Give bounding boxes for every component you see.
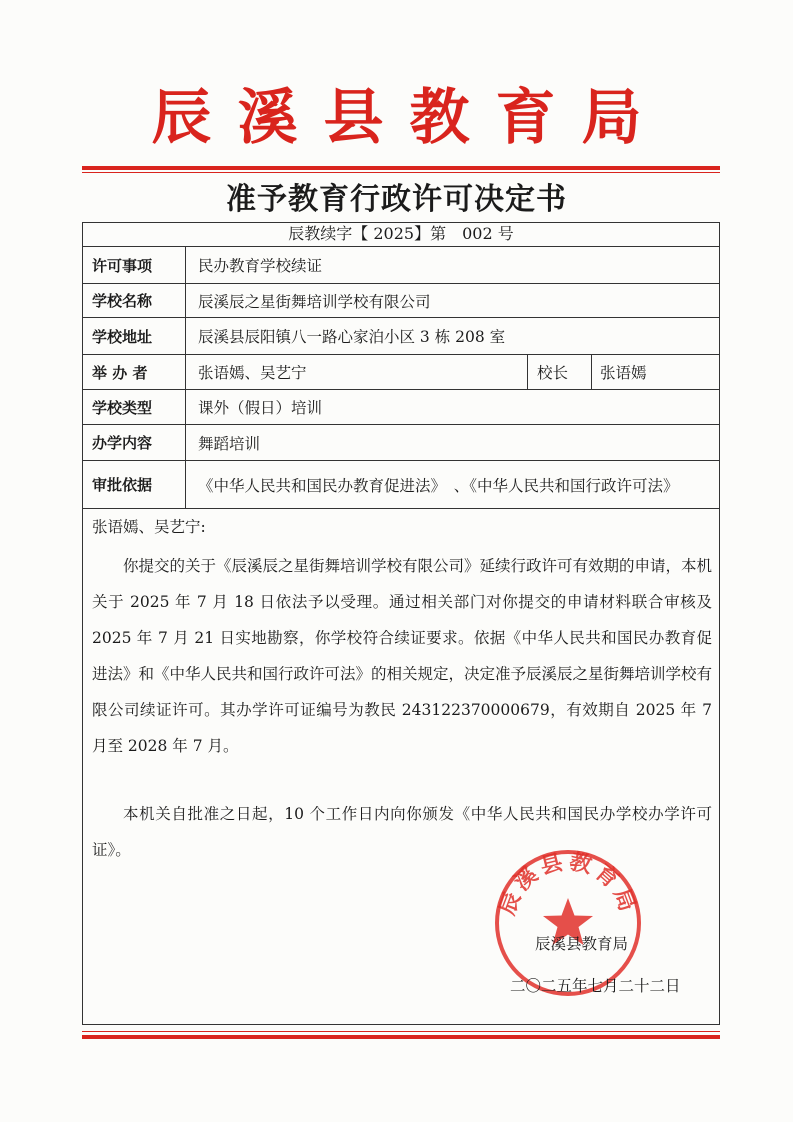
row-label: 办学内容	[82, 425, 186, 460]
row-value: 民办教育学校续证	[198, 257, 323, 275]
table-row	[82, 424, 720, 460]
table-row	[82, 354, 720, 389]
row-value: 舞蹈培训	[198, 434, 261, 453]
table-row	[82, 460, 720, 509]
principal-value: 张语嫣	[600, 364, 647, 382]
license-paragraph: 本机关自批准之日起，10 个工作日内向你颁发《中华人民共和国民办学校办学许可证》。	[92, 805, 712, 859]
issuer-header: 辰溪县教育局	[151, 83, 668, 153]
table-row	[82, 317, 720, 354]
row-label: 学校名称	[82, 284, 186, 317]
row-label: 审批依据	[82, 461, 186, 508]
issue-date: 二〇二五年七月二十二日	[510, 977, 681, 995]
row-label: 许可事项	[82, 247, 186, 283]
table-row	[82, 389, 720, 424]
table-row	[82, 246, 720, 283]
row-label: 学校地址	[82, 318, 186, 354]
footer-rule-thick	[82, 1035, 720, 1039]
row-value: 《中华人民共和国民办教育促进法》 、《中华人民共和国行政许可法》	[198, 476, 679, 495]
row-value: 张语嫣、吴艺宁	[198, 364, 307, 382]
header-rule-thick	[82, 166, 720, 170]
cell-divider	[527, 355, 528, 389]
svg-text:辰溪县教育局: 辰溪县教育局	[494, 848, 642, 919]
decision-paragraph: 你提交的关于《辰溪辰之星街舞培训学校有限公司》延续行政许可有效期的申请，本机关于 2025 年 7 月 18 日依法予以受理。通过相关部门对你提交的申请材料联合审核及 2025 年 7 月 21 日实地勘察，你学校符合续证要求。依据《中华人民共和国民办教育促进法》和《中华人民共和国行政许可法》的相关规定，决定准予辰溪辰之星街舞培训学校有限公司续证许可。其办学许可证编号为教民 243122370000679，有效期自 2025 年 7 月至 2028 年 7 月。	[92, 557, 713, 755]
principal-label: 校长	[537, 364, 569, 382]
header-rule-thin	[82, 172, 720, 173]
document-title: 准予教育行政许可决定书	[226, 182, 567, 217]
row-label: 学校类型	[82, 390, 186, 424]
cell-divider	[591, 355, 592, 389]
row-value: 辰溪县辰阳镇八一路心家泊小区 3 栋 208 室	[198, 328, 506, 346]
table-row	[82, 283, 720, 317]
row-label: 举 办 者	[82, 355, 186, 389]
footer-rule-thin	[82, 1031, 720, 1032]
salutation: 张语嫣、吴艺宁:	[92, 518, 206, 536]
signature: 辰溪县教育局	[535, 935, 629, 953]
document-number: 辰教续字【 2025】第 002 号	[288, 224, 514, 243]
row-value: 课外（假日）培训	[198, 399, 323, 417]
row-value: 辰溪辰之星街舞培训学校有限公司	[198, 292, 431, 311]
